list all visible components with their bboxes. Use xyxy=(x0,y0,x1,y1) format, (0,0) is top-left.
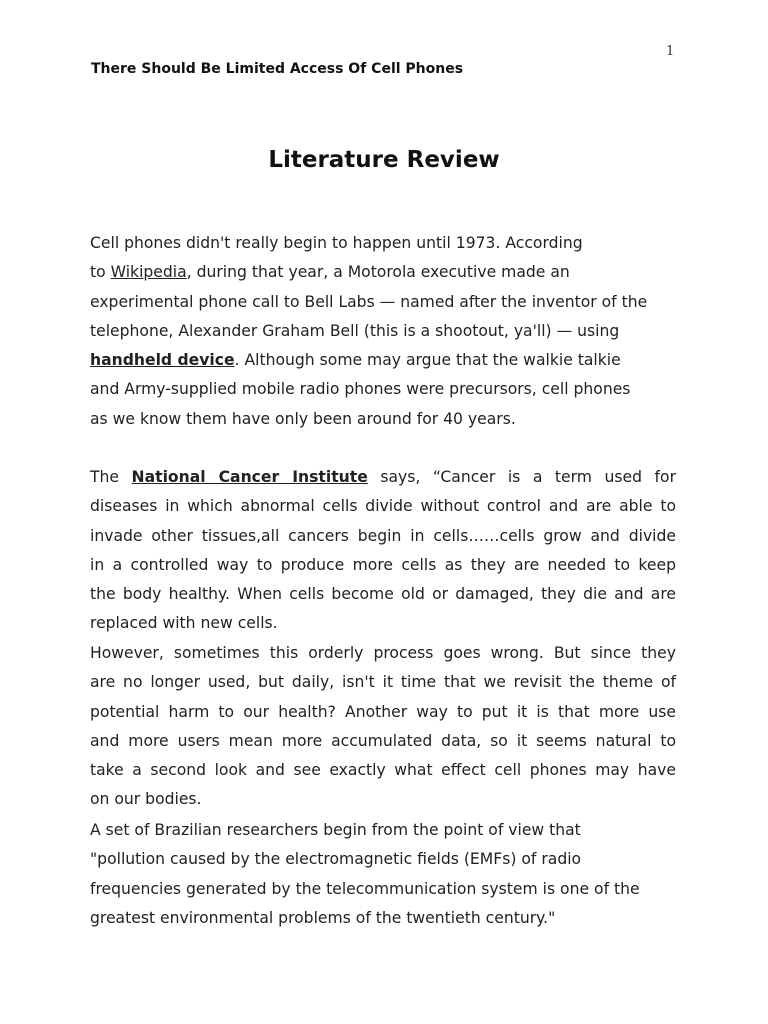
handheld-device-link[interactable]: handheld device xyxy=(90,351,235,370)
text-line: "pollution caused by the electromagnetic fields (EMFs) of radio xyxy=(90,850,582,869)
text-line: telephone, Alexander Graham Bell (this is a shootout, ya'll) — using xyxy=(90,321,620,340)
national-cancer-institute-link[interactable]: National Cancer Institute xyxy=(131,468,368,486)
text-line: the body healthy. When cells become old or damaged, they die and are xyxy=(90,585,676,604)
text-line xyxy=(90,463,676,492)
text-line xyxy=(90,346,680,375)
text-run: says, “Cancer is a term used for xyxy=(380,468,676,486)
paragraph-health-harm xyxy=(90,639,676,815)
text-run: to xyxy=(90,263,111,282)
text-line: and more users mean more accumulated data, so it seems natural to xyxy=(90,731,676,750)
text-line: take a second look and see exactly what effect cell phones may have xyxy=(90,761,676,780)
text-line: potential harm to our health? Another way to put it is that more use xyxy=(90,702,676,721)
text-line: on our bodies. xyxy=(90,790,202,809)
text-line: are no longer used, but daily, isn't it time that we revisit the theme of xyxy=(90,673,676,692)
text-line: diseases in which abnormal cells divide without control and are able to xyxy=(90,497,676,516)
text-line: replaced with new cells. xyxy=(90,614,278,633)
wikipedia-link[interactable]: Wikipedia xyxy=(110,263,187,282)
paragraph-cancer-definition xyxy=(90,463,676,639)
text-line: in a controlled way to produce more cells as they are needed to keep xyxy=(90,555,676,574)
text-line: experimental phone call to Bell Labs — named after the inventor of the xyxy=(90,292,648,311)
text-line xyxy=(90,258,680,287)
page-number: 1 xyxy=(666,44,675,59)
text-line: greatest environmental problems of the twentieth century." xyxy=(90,908,556,927)
text-line: invade other tissues,all cancers begin in cells……cells grow and divide xyxy=(90,526,676,545)
text-line: However, sometimes this orderly process goes wrong. But since they xyxy=(90,644,676,662)
text-line: and Army-supplied mobile radio phones were precursors, cell phones xyxy=(90,380,631,399)
paragraph-history xyxy=(90,229,680,434)
text-run: The xyxy=(90,468,132,486)
running-head: There Should Be Limited Access Of Cell Phones xyxy=(91,61,464,77)
text-run: , during that year, a Motorola executive made an xyxy=(186,263,570,282)
text-line: A set of Brazilian researchers begin from the point of view that xyxy=(90,821,581,839)
text-line: frequencies generated by the telecommunication system is one of the xyxy=(90,879,640,898)
page-title: Literature Review xyxy=(268,147,500,173)
text-line: as we know them have only been around for 40 years. xyxy=(90,409,516,428)
text-line: Cell phones didn't really begin to happen until 1973. According xyxy=(90,234,583,252)
paragraph-brazilian-research xyxy=(90,816,680,933)
text-run: . Although some may argue that the walkie talkie xyxy=(234,351,621,370)
